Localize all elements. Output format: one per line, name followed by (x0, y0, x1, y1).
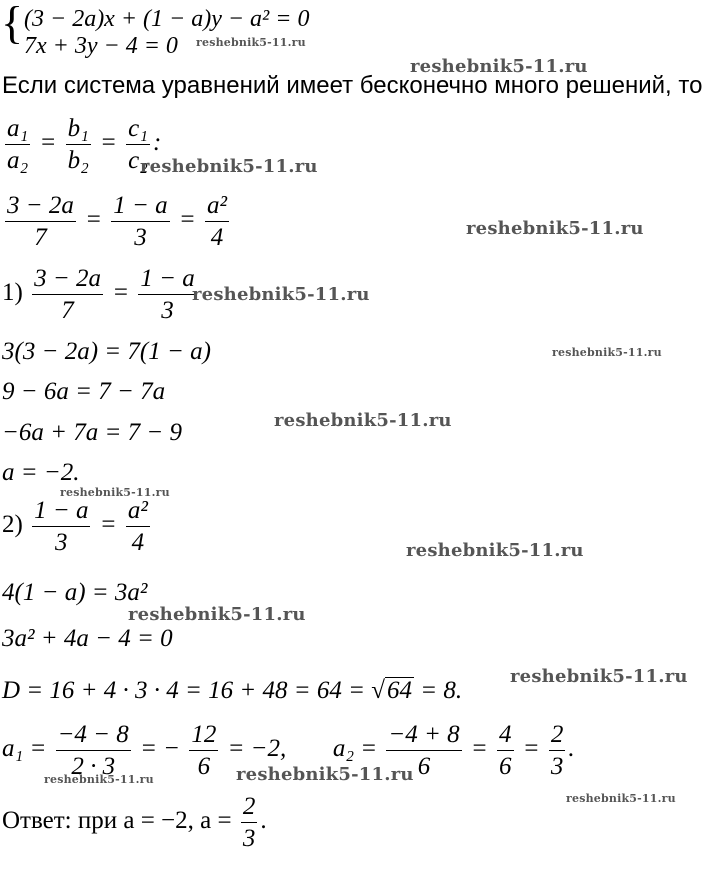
watermark: reshebnik5-11.ru (60, 486, 170, 499)
case2-step-2: 3a² + 4a − 4 = 0 (2, 625, 173, 652)
ratio-frac-c: $\frac{\text{c₁}}{\text{c₂}}$ (128, 115, 148, 174)
proportion-frac-1: $\frac{3 - 2a}{7}$ (7, 192, 74, 251)
watermark: reshebnik5-11.ru (274, 410, 452, 431)
case2-header: 2) $\frac{1 - a}{3}$ = $\frac{\text{a²}}{4}$ (2, 497, 148, 556)
answer-prefix: Ответ: при a = −2, a = (2, 807, 232, 835)
root-a2-label: a₂ = (332, 735, 378, 763)
ratio-frac-a: $\frac{\text{a₁}}{\text{a₂}}$ (7, 115, 29, 174)
case2-step-1: 4(1 − a) = 3a² (2, 579, 148, 606)
watermark: reshebnik5-11.ru (510, 666, 688, 687)
watermark: reshebnik5-11.ru (552, 346, 662, 359)
proportion-line: $\frac{3 - 2a}{7}$ = $\frac{1 - a}{3}$ = $\frac{\text{a²}}{4}$ (7, 192, 227, 251)
root-a1-label: a₁ = (2, 735, 47, 763)
root-a2-frac-2: $\frac{4}{6}$ (499, 721, 512, 780)
answer-frac: $\frac{2}{3}$ (242, 793, 256, 852)
watermark: reshebnik5-11.ru (192, 284, 370, 305)
root-a1-frac-1: $\frac{-4 - 8}{2 \cdot 3}$ (57, 721, 129, 780)
discriminant-rhs: = 8. (420, 677, 463, 704)
case1-step-2: 9 − 6a = 7 − 7a (2, 378, 166, 405)
ratio-line: $\frac{\text{a₁}}{\text{a₂}}$ = $\frac{\text{b₁}}{\text{b₂}}$ = $\frac{\text{c₁}}{\text{c₂}}$ : (7, 115, 162, 174)
root-a2-frac-3: $\frac{2}{3}$ (550, 721, 564, 780)
root-a1-frac-2: $\frac{12}{6}$ (191, 721, 217, 780)
intro-text: Если система уравнений имеет бесконечно много решений, то (2, 72, 703, 99)
watermark: reshebnik5-11.ru (140, 156, 318, 177)
watermark: reshebnik5-11.ru (128, 604, 306, 625)
watermark: reshebnik5-11.ru (410, 56, 588, 77)
system-brace: { (1, 0, 24, 48)
watermark: reshebnik5-11.ru (406, 540, 584, 561)
watermark: reshebnik5-11.ru (236, 764, 414, 785)
system-eq2: 7x + 3y − 4 = 0 (24, 33, 178, 59)
watermark: reshebnik5-11.ru (566, 792, 676, 805)
case1-frac-1: $\frac{3 - 2a}{7}$ (34, 265, 101, 324)
discriminant-radicand: 64 (387, 677, 413, 704)
discriminant-line: D = 16 + 4 · 3 · 4 = 16 + 48 = 64 = √64 = 8. (2, 677, 463, 704)
roots-line: a₁ = $\frac{-4 - 8}{2 \cdot 3}$ = − $\frac{12}{6}$ = −2, a₂ = $\frac{-4 + 8}{6}$ = $\frac{4}{6}$ = $\frac{2}{3}$ . (2, 721, 575, 780)
system-eq1: (3 − 2a)x + (1 − a)y − a² = 0 (24, 6, 310, 32)
ratio-frac-b: $\frac{\text{b₁}}{\text{b₂}}$ (67, 115, 89, 174)
case2-label: 2) (2, 511, 23, 539)
case1-header: 1) $\frac{3 - 2a}{7}$ = $\frac{1 - a}{3}$ (2, 265, 195, 324)
case1-frac-2: $\frac{1 - a}{3}$ (140, 265, 195, 324)
proportion-frac-2: $\frac{1 - a}{3}$ (113, 192, 168, 251)
case1-result: a = −2. (2, 459, 80, 486)
discriminant-lhs: D = 16 + 4 · 3 · 4 = 16 + 48 = 64 = (2, 677, 366, 704)
watermark: reshebnik5-11.ru (196, 36, 306, 49)
case2-frac-1: $\frac{1 - a}{3}$ (34, 497, 89, 556)
equation-system (0, 0, 360, 59)
case1-label: 1) (2, 279, 23, 307)
watermark: reshebnik5-11.ru (44, 773, 154, 786)
root-a2-frac-1: $\frac{-4 + 8}{6}$ (388, 721, 460, 780)
watermark: reshebnik5-11.ru (466, 218, 644, 239)
answer-line: Ответ: при a = −2, a = $\frac{2}{3}$ . (2, 793, 267, 852)
proportion-frac-3: $\frac{\text{a²}}{4}$ (207, 192, 227, 251)
case2-frac-2: $\frac{\text{a²}}{4}$ (127, 497, 148, 556)
case1-step-3: −6a + 7a = 7 − 9 (2, 419, 182, 446)
case1-step-1: 3(3 − 2a) = 7(1 − a) (2, 338, 211, 365)
